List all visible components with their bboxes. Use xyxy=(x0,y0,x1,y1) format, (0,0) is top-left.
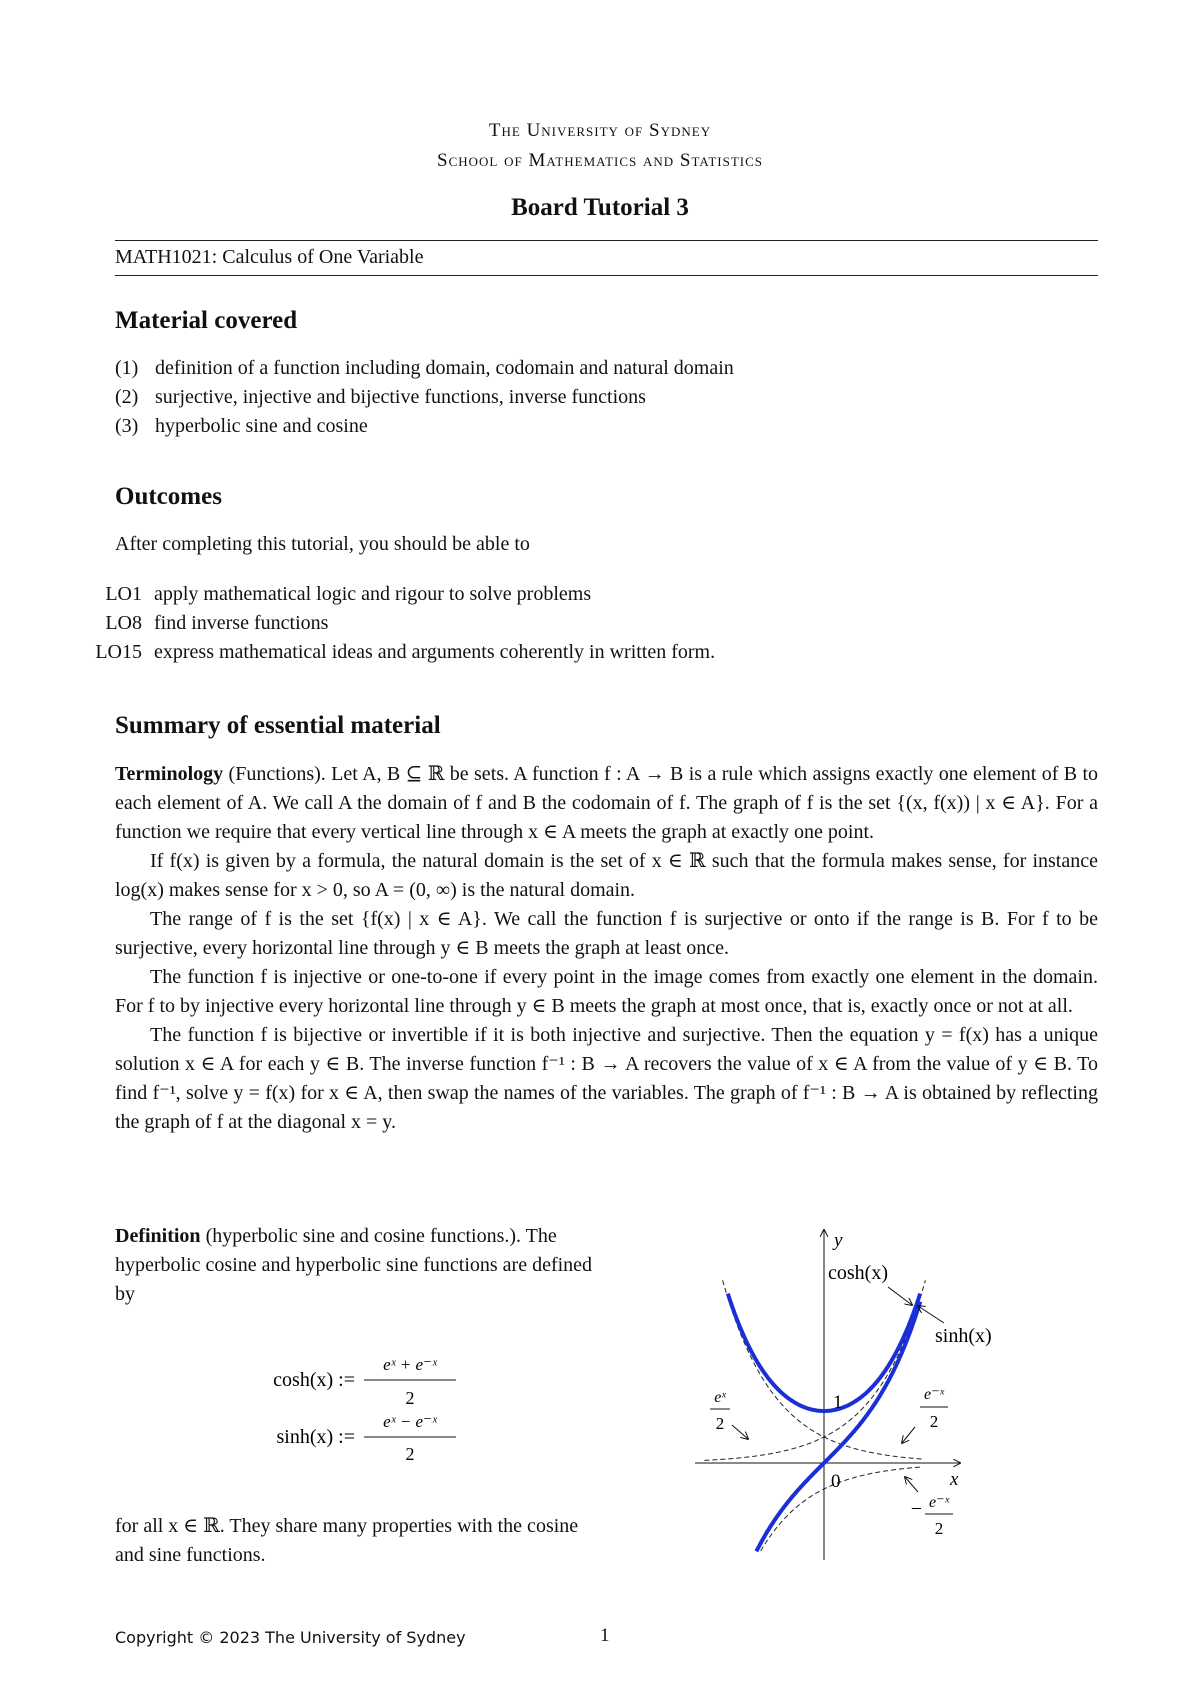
definition-block: Definition (hyperbolic sine and cosine functions.). The hyperbolic cosine and hyperbolic sine functions are defined by xyxy=(115,1225,593,1305)
sinh-numerator: eˣ − e⁻ˣ xyxy=(383,1412,437,1431)
cosh-lhs: cosh(x) := xyxy=(273,1369,355,1391)
sinh-lhs: sinh(x) := xyxy=(276,1426,355,1448)
material-list xyxy=(115,354,734,441)
university-name: The University of Sydney xyxy=(488,120,712,141)
definition-closing: for all x ∈ ℝ. They share many properties with the cosine and sine functions. xyxy=(115,1515,579,1566)
sinh-denominator: 2 xyxy=(405,1444,415,1460)
paragraph-range: The range of f is the set {f(x) | x ∈ A}. We call the function f is surjective or onto if the range is B. For f to be surjective, every horizontal line through y ∈ B meets the graph at least once. xyxy=(115,908,1098,959)
material-heading: Material covered xyxy=(115,307,298,334)
paragraph-injective: The function f is injective or one-to-one if every point in the image comes from exactly one element in the domain. For f to by injective every horizontal line through y ∈ B meets the graph at most once, that is, exactly once or not at all. xyxy=(115,966,1098,1017)
y-axis-label: y xyxy=(834,1230,843,1251)
summary-body xyxy=(115,760,1098,1137)
paragraph-functions: Terminology (Functions). Let A, B ⊆ ℝ be sets. A function f : A → B is a rule which assigns exactly one element of B to each element of A. We call A the domain of f and B the codomain of f. The graph of f is the set {(x, f(x)) | x ∈ A}. For a function we require that every vertical line through x ∈ A meets the graph at exactly one point. xyxy=(115,763,1099,843)
bottom-rule xyxy=(115,275,1098,276)
sinh-label: sinh(x) xyxy=(935,1325,992,1347)
ex-label-arrow xyxy=(732,1425,748,1439)
hyperbolic-graph xyxy=(690,1215,1030,1565)
cosh-denominator: 2 xyxy=(405,1388,415,1408)
paragraph-bijective: The function f is bijective or invertible if it is both injective and surjective. Then the equation y = f(x) has a unique solution x ∈ A for each y ∈ B. The inverse function f⁻¹ : B → A recovers the value of x ∈ A from the value of y ∈ B. To find f⁻¹, solve y = f(x) for x ∈ A, then swap the names of the variables. The graph of f⁻¹ : B → A is obtained by reflecting the graph of f at the diagonal x = y. xyxy=(115,1024,1098,1133)
course-code: MATH1021: Calculus of One Variable xyxy=(115,246,424,268)
sinh-curve xyxy=(756,1302,920,1552)
cosh-label: cosh(x) xyxy=(828,1262,888,1284)
cosh-numerator: eˣ + e⁻ˣ xyxy=(383,1355,437,1374)
school-name: School of Mathematics and Statistics xyxy=(437,150,763,171)
page-title: Board Tutorial 3 xyxy=(511,194,689,221)
list-item: LO1 apply mathematical logic and rigour to solve problems xyxy=(105,583,592,605)
paragraph-natural-domain: If f(x) is given by a formula, the natural domain is the set of x ∈ ℝ such that the formula makes sense, for instance log(x) makes sense for x > 0, so A = (0, ∞) is the natural domain. xyxy=(115,850,1098,901)
list-item: (2) surjective, injective and bijective functions, inverse functions xyxy=(115,386,646,408)
outcomes-intro: After completing this tutorial, you should be able to xyxy=(115,533,530,555)
neg-sign: − xyxy=(910,1498,922,1520)
origin-label: 0 xyxy=(831,1471,841,1492)
page-number: 1 xyxy=(600,1625,610,1646)
definition-formulas xyxy=(230,1330,470,1460)
y-intercept-label: 1 xyxy=(833,1392,843,1413)
top-rule xyxy=(115,240,1098,241)
outcomes-heading: Outcomes xyxy=(115,483,222,510)
nemx-denominator: 2 xyxy=(934,1519,944,1538)
sinh-label-arrow xyxy=(918,1306,944,1323)
list-item: (1) definition of a function including domain, codomain and natural domain xyxy=(115,357,734,379)
x-axis-label: x xyxy=(950,1469,959,1490)
ex-numerator: eˣ xyxy=(714,1389,726,1406)
emx-denominator: 2 xyxy=(929,1412,939,1431)
ex-denominator: 2 xyxy=(715,1414,725,1433)
emx-label-arrow xyxy=(902,1427,915,1443)
cosh-label-arrow xyxy=(888,1287,912,1305)
emx-numerator: e⁻ˣ xyxy=(923,1386,945,1403)
footer-copyright: Copyright © 2023 The University of Sydney xyxy=(115,1628,466,1647)
nemx-numerator: e⁻ˣ xyxy=(928,1494,950,1511)
nemx-label-arrow xyxy=(905,1477,918,1492)
list-item: LO8 find inverse functions xyxy=(105,612,329,634)
list-item: LO15 express mathematical ideas and arguments coherently in written form. xyxy=(95,641,716,663)
summary-heading: Summary of essential material xyxy=(115,712,441,739)
list-item: (3) hyperbolic sine and cosine xyxy=(115,415,368,437)
outcomes-list xyxy=(80,580,715,667)
